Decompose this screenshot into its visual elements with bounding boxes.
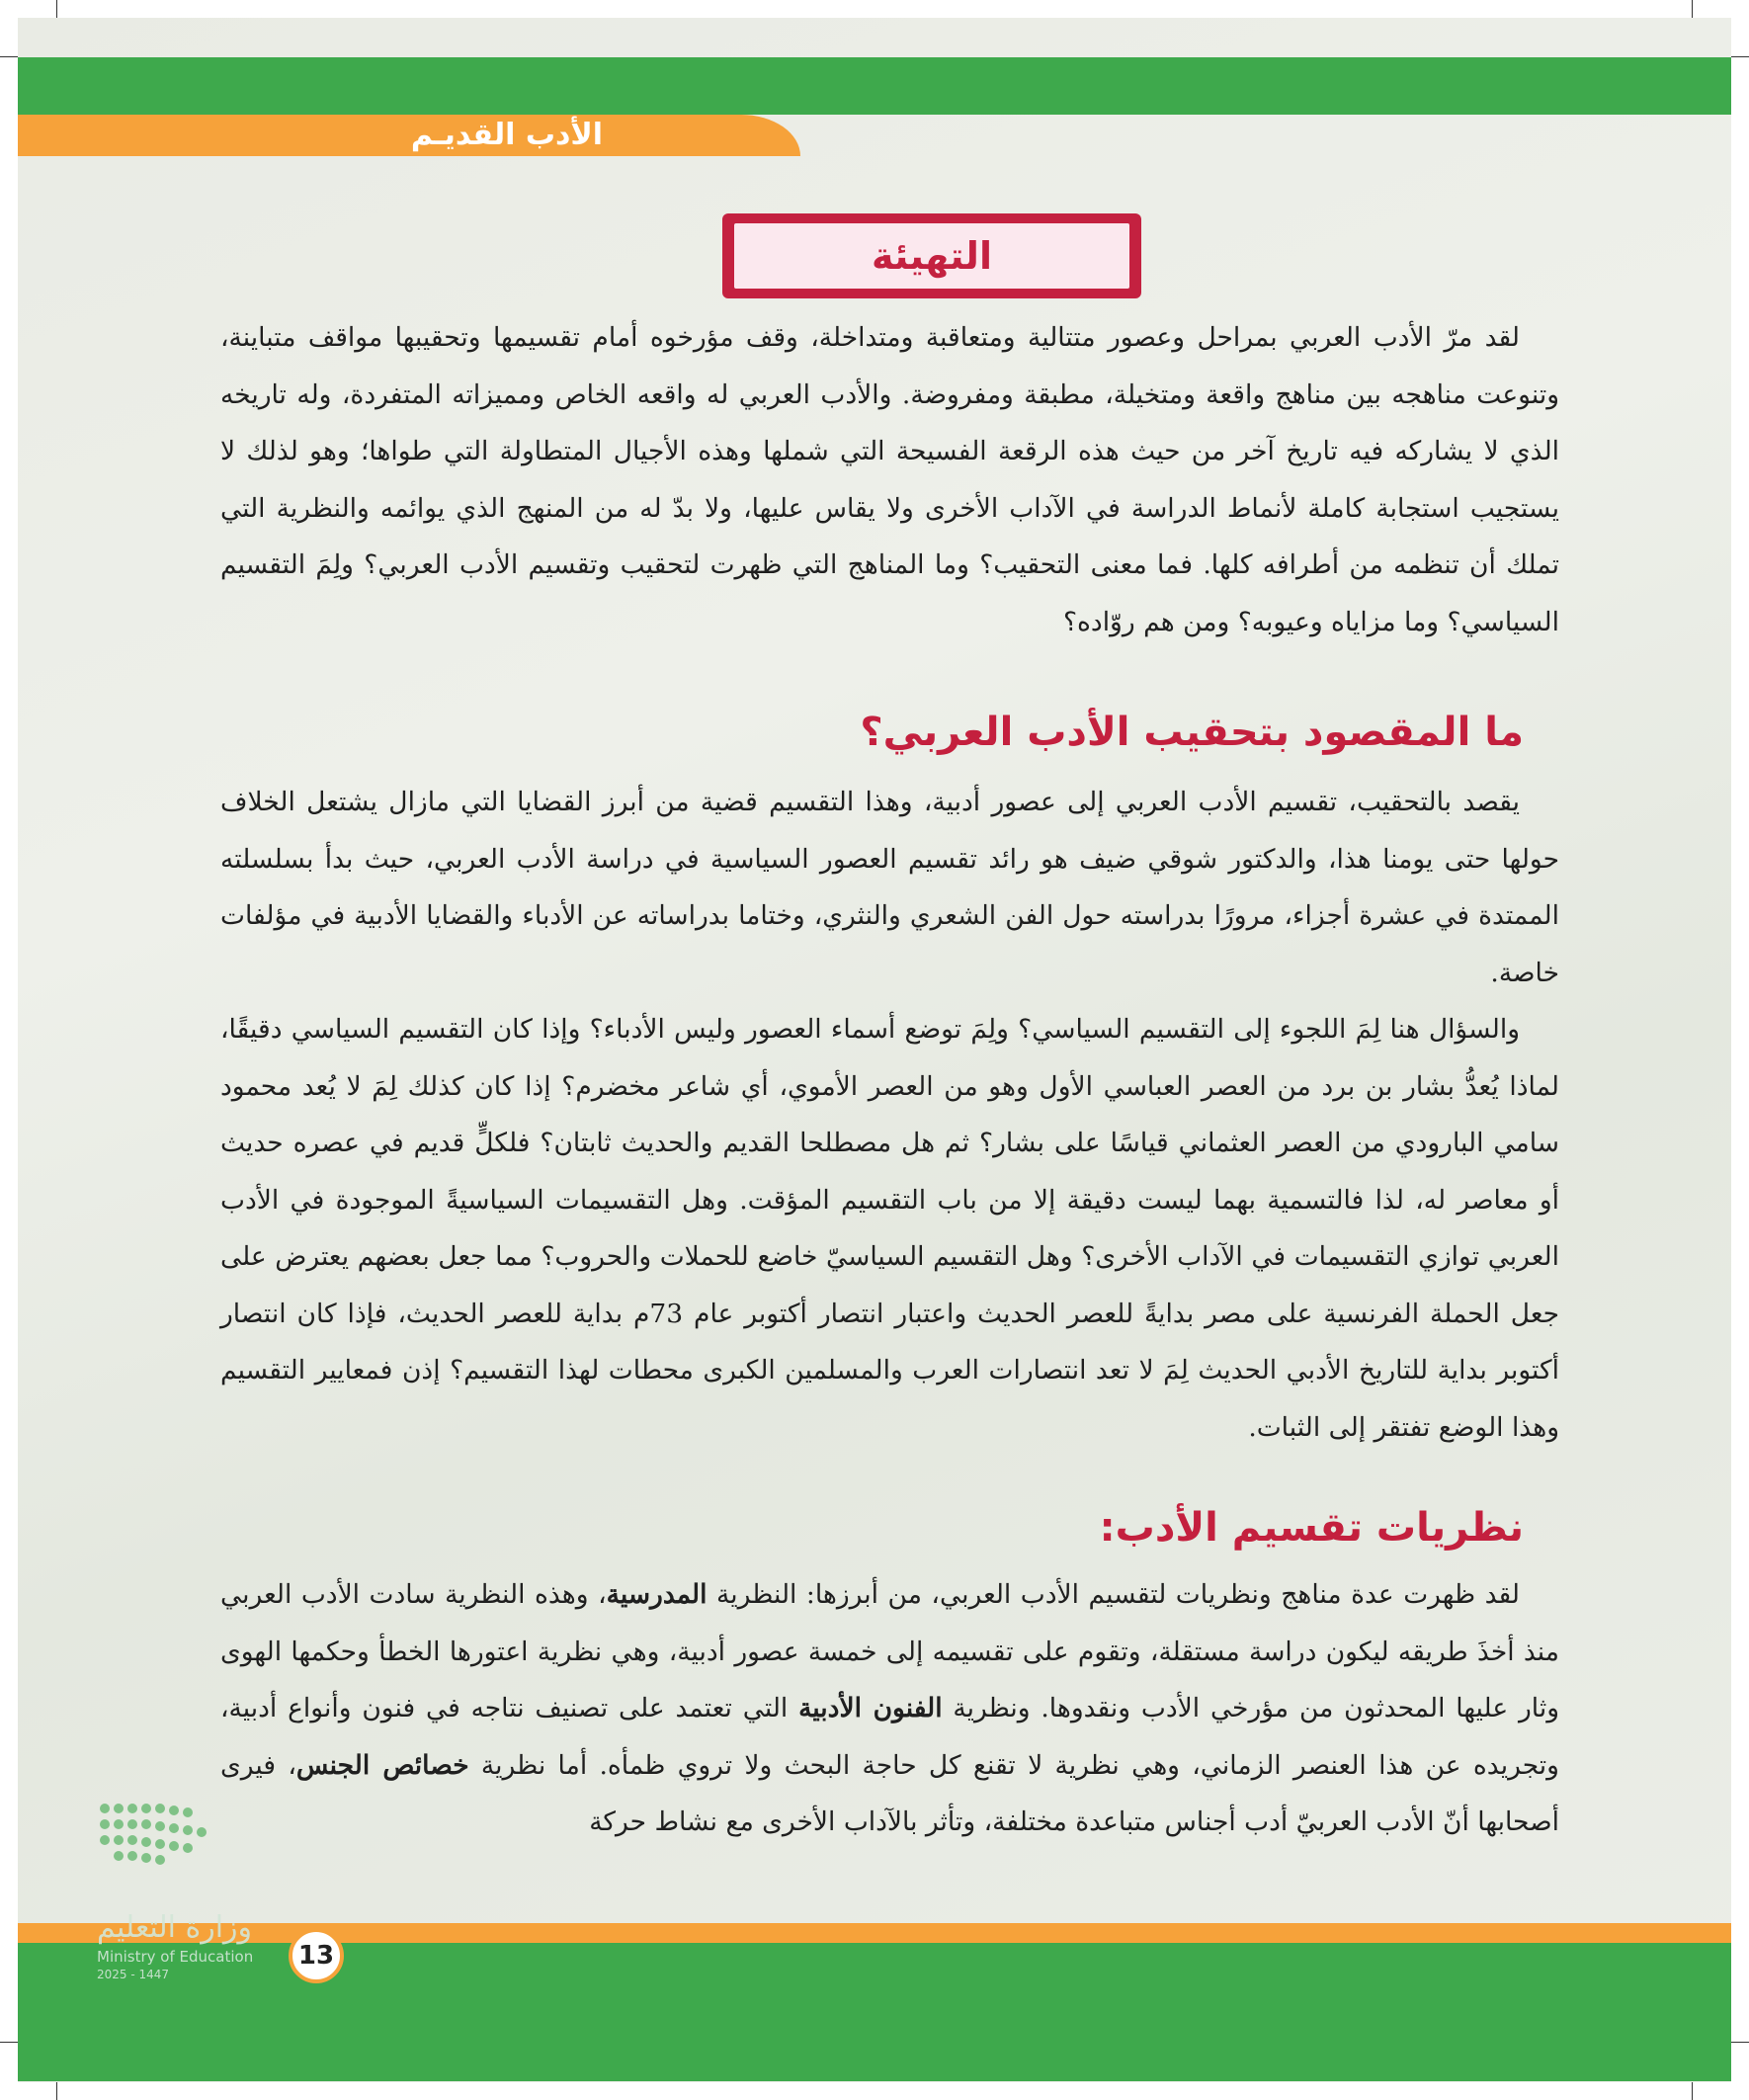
page-number: 13 [289,1928,344,1983]
section2-text [220,1566,1559,1851]
section2-text-b: ، وهذه النظرية سادت الأدب العربي منذ أخذَ طريقه ليكون دراسة مستقلة، وتقوم على تقسيمه إلى خمسة عصور أدبية، وهي نظرية اعتورها الخطأ وحكمها الهوى وثار عليها المحدثون من مؤرخي الأدب ونقدوها. ونظرية [220,1579,1560,1723]
logo-english-text: Ministry of Education [97,1948,254,1966]
section-title: الأدب القديـم [410,118,603,152]
section2-paragraph [220,1566,1559,1851]
bold-term-funun: الفنون الأدبية [798,1693,943,1723]
logo-arabic-text: وزارة التعليم [97,1910,253,1945]
header-bar [18,115,800,156]
section2-text-d: ، فيرى أصحابها أنّ الأدب العربيّ أدب أجناس متباعدة مختلفة، وتأثر بالآداب الأخرى مع نشاط حركة [220,1749,1559,1837]
bold-term-madrasiya: المدرسية [606,1579,708,1610]
top-green-band [18,57,1731,115]
intro-paragraph: لقد مرّ الأدب العربي بمراحل وعصور متتالية ومتعاقبة ومتداخلة، وقف مؤرخوه أمام تقسيمها وتحقيبها مواقف متباينة، وتنوعت مناهجه بين مناهج واقعة ومتخيلة، مطبقة ومفروضة. والأدب العربي له واقعه الخاص ومميزاته المتفردة، وله تاريخه الذي لا يشاركه فيه تاريخ آخر من حيث هذه الرقعة الفسيحة التي شملها وهذه الأجيال المتطاولة التي طواها؛ وهو لذلك لا يستجيب استجابة كاملة لأنماط الدراسة في الآداب الأخرى ولا يقاس عليها، ولا بدّ له من المنهج الذي يوائمه والنظرية التي تملك أن تنظمه من أطرافه كلها. فما معنى التحقيب؟ وما المناهج التي ظهرت لتحقيب وتقسيم الأدب العربي؟ ولِمَ التقسيم السياسي؟ وما مزاياه وعيوبه؟ ومن هم روّاده؟ [220,322,1560,637]
section1-heading: ما المقصود بتحقيب الأدب العربي؟ [860,710,1524,755]
section2-text-a: لقد ظهرت عدة مناهج ونظريات لتقسيم الأدب العربي، من أبرزها: النظرية [707,1579,1521,1610]
section1-paragraph-1: يقصد بالتحقيب، تقسيم الأدب العربي إلى عصور أدبية، وهذا التقسيم قضية من أبرز القضايا التي مازال يشتعل الخلاف حولها حتى يومنا هذا، والدكتور شوقي ضيف هو رائد تقسيم العصور السياسية في دراسة الأدب العربي، حيث بدأ بسلسلته الممتدة في عشرة أجزاء، مرورًا بدراسته حول الفن الشعري والنثري، وختاما بدراساته عن الأدباء والقضايا الأدبية في مؤلفات خاصة. [220,787,1559,988]
section2-heading: نظريات تقسيم الأدب: [1099,1505,1524,1551]
section1-paragraph-2: والسؤال هنا لِمَ اللجوء إلى التقسيم السياسي؟ ولِمَ توضع أسماء العصور وليس الأدباء؟ وإذا كان التقسيم السياسي دقيقًا، لماذا يُعدُّ بشار بن برد من العصر العباسي الأول وهو من العصر الأموي، أي شاعر مخضرم؟ إذا كان كذلك لِمَ لا يُعد محمود سامي البارودي من العصر العثماني قياسًا على بشار؟ ثم هل مصطلحا القديم والحديث ثابتان؟ فلكلٍّ قديم في عصره حديث أو معاصر له، لذا فالتسمية بهما ليست دقيقة إلا من باب التقسيم المؤقت. وهل التقسيمات السياسيةً الموجودة في الأدب العربي توازي التقسيمات في الآداب الأخرى؟ وهل التقسيم السياسيّ خاضع للحملات والحروب؟ مما جعل بعضهم يعترض على جعل الحملة الفرنسية على مصر بدايةً للعصر الحديث واعتبار انتصار أكتوبر عام 73م بداية للعصر الحديث، فإذا كان انتصار أكتوبر بداية للتاريخ الأدبي الحديث لِمَ لا تعد انتصارات العرب والمسلمين الكبرى محطات لهذا التقسيم؟ إذن فمعايير التقسيم وهذا الوضع تفتقر إلى الثبات. [220,1014,1559,1443]
logo-year-text: 2025 - 1447 [97,1968,170,1981]
section1-text [220,774,1559,1456]
intro-title: التهيئة [732,221,1131,291]
book-page [18,18,1731,2082]
footer-orange-band [18,1923,1731,1943]
intro-text [220,309,1559,650]
section2-text-c: التي تعتمد على تصنيف نتاجه في فنون وأنواع أدبية، وتجريده عن هذا العنصر الزماني، وهي نظرية لا تقنع كل حاجة البحث ولا تروي ظمأه. أما نظرية [220,1693,1559,1781]
intro-title-box [722,213,1141,298]
footer-green-band [18,1943,1731,2081]
ministry-logo-icon [95,1797,283,1905]
bold-term-khasais: خصائص الجنس [295,1749,469,1781]
